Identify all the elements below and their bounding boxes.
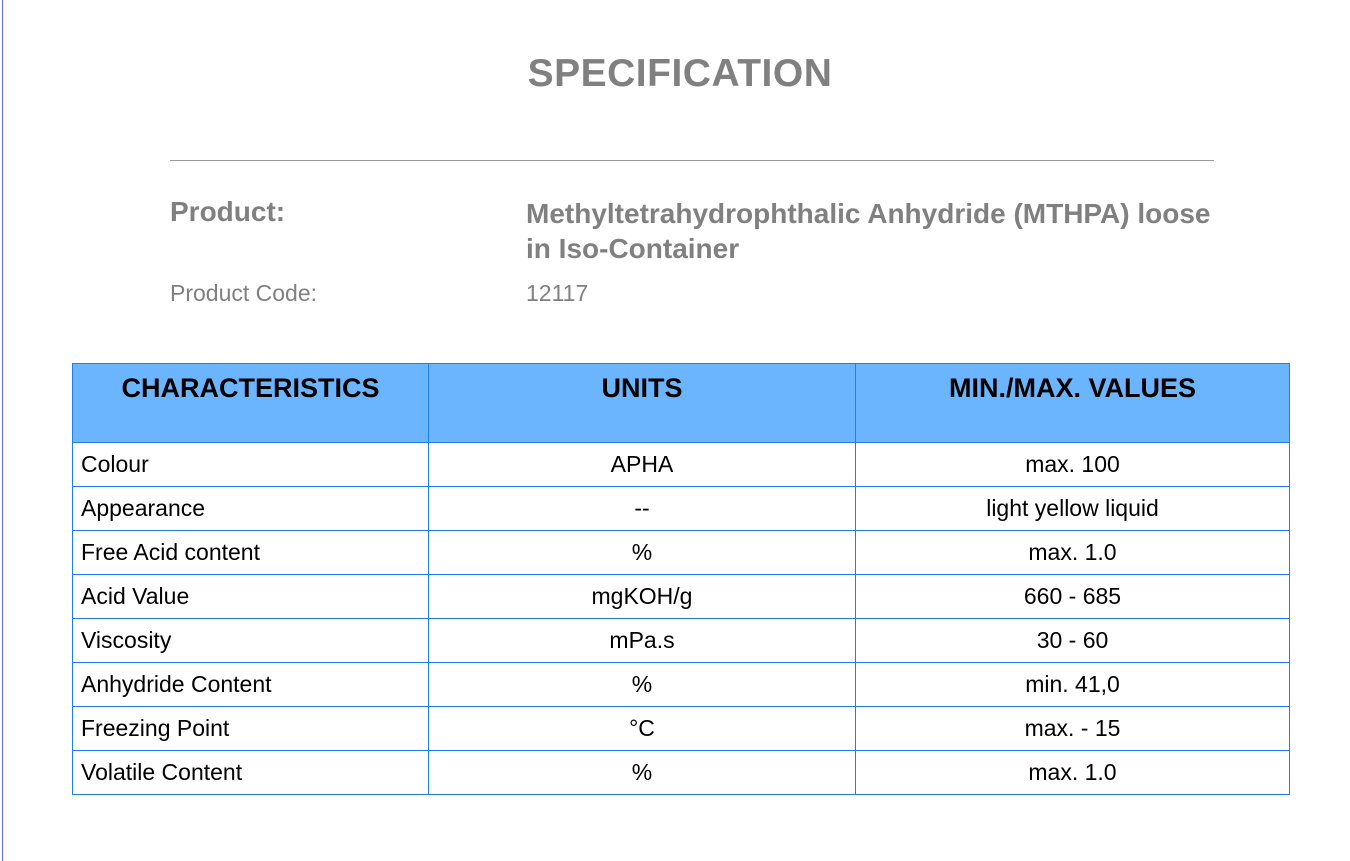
unit-cell: °C (429, 707, 856, 751)
specification-table (72, 363, 1290, 795)
table-row (73, 619, 1290, 663)
characteristic-cell: Appearance (73, 487, 429, 531)
table-row (73, 707, 1290, 751)
header-characteristics: CHARACTERISTICS (73, 364, 429, 443)
header-values: MIN./MAX. VALUES (856, 364, 1290, 443)
value-cell: light yellow liquid (856, 487, 1290, 531)
unit-cell: mPa.s (429, 619, 856, 663)
characteristic-cell: Anhydride Content (73, 663, 429, 707)
unit-cell: -- (429, 487, 856, 531)
value-cell: 30 - 60 (856, 619, 1290, 663)
value-cell: 660 - 685 (856, 575, 1290, 619)
header-units: UNITS (429, 364, 856, 443)
page-title: SPECIFICATION (527, 52, 833, 95)
product-name: Methyltetrahydrophthalic Anhydride (MTHPA) loose in Iso-Container (526, 198, 1211, 264)
unit-cell: % (429, 751, 856, 795)
characteristic-cell: Free Acid content (73, 531, 429, 575)
characteristic-cell: Viscosity (73, 619, 429, 663)
table-row (73, 663, 1290, 707)
unit-cell: % (429, 663, 856, 707)
table-row (73, 531, 1290, 575)
table-header-row (73, 364, 1290, 443)
page-left-edge (2, 0, 3, 861)
table-row (73, 575, 1290, 619)
value-cell: min. 41,0 (856, 663, 1290, 707)
unit-cell: % (429, 531, 856, 575)
table-row (73, 487, 1290, 531)
product-code-label: Product Code: (170, 280, 318, 306)
characteristic-cell: Acid Value (73, 575, 429, 619)
characteristic-cell: Volatile Content (73, 751, 429, 795)
product-label: Product: (170, 196, 286, 227)
characteristic-cell: Colour (73, 443, 429, 487)
table-row (73, 751, 1290, 795)
product-code-value: 12117 (526, 280, 589, 306)
unit-cell: mgKOH/g (429, 575, 856, 619)
table-row (73, 443, 1290, 487)
unit-cell: APHA (429, 443, 856, 487)
value-cell: max. - 15 (856, 707, 1290, 751)
value-cell: max. 1.0 (856, 751, 1290, 795)
value-cell: max. 100 (856, 443, 1290, 487)
title-divider (170, 160, 1214, 161)
value-cell: max. 1.0 (856, 531, 1290, 575)
characteristic-cell: Freezing Point (73, 707, 429, 751)
